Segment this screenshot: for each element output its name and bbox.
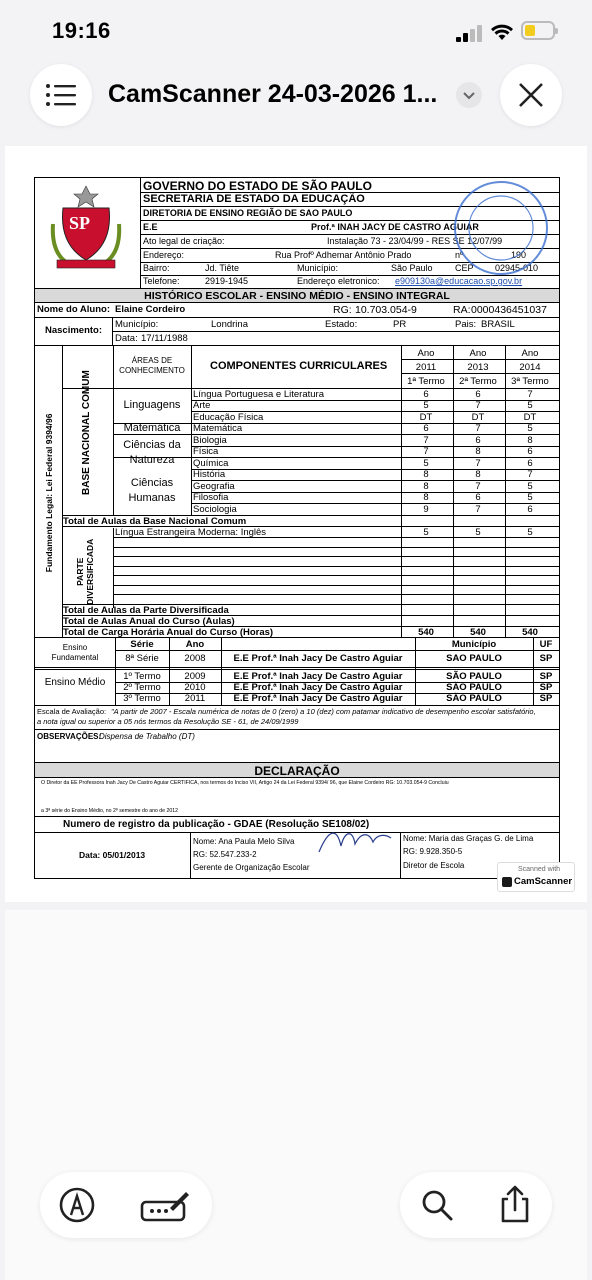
ano-header-1: Ano: [417, 348, 435, 359]
signature-icon: [315, 822, 395, 862]
signature-button[interactable]: [140, 1188, 190, 1224]
history-cell: SÃO PAULO: [446, 671, 502, 682]
subject-grade: DT: [523, 411, 537, 423]
sec-title: SECRETARIA DE ESTADO DA EDUCAÇÃO: [143, 193, 365, 205]
subject-grade: 5: [527, 492, 533, 503]
subject-name: Física: [193, 446, 219, 457]
escala-value: "A partir de 2007 - Escala numérica de notas de 0 (zero) a 10 (dez) com patamar indicativo de desempenho escolar satisfatório,: [111, 707, 536, 716]
gerente-nome: Nome: Ana Paula Melo Silva: [193, 837, 295, 846]
lem-grade-1: 5: [423, 527, 429, 538]
observacoes-label: OBSERVAÇÕES:: [37, 732, 102, 741]
ensino-medio-label: Ensino Médio: [44, 677, 106, 688]
wifi-icon: [490, 22, 514, 42]
data-label: Data:: [115, 333, 138, 344]
estado-value: PR: [393, 319, 407, 330]
pen-circle-icon: [58, 1186, 96, 1224]
telefone-label: Telefone:: [143, 276, 180, 286]
subject-grade: 7: [475, 480, 481, 492]
uf-header: UF: [539, 639, 553, 650]
declaracao-text-2: a 3ª série do Ensino Médio, no 2º semestre do ano de 2012: [41, 808, 179, 814]
subject-grade: 8: [423, 480, 429, 492]
history-cell: 2009: [184, 671, 206, 682]
data-value: 17/11/1988: [141, 333, 188, 344]
gov-title: GOVERNO DO ESTADO DE SÃO PAULO: [143, 179, 372, 193]
areas-header: ÁREAS DE CONHECIMENTO: [119, 356, 185, 375]
area-ciencias-humanas: Ciências Humanas: [128, 477, 176, 504]
subject-grade: 6: [423, 423, 429, 434]
school-stamp-icon: [451, 178, 551, 278]
cep-value: 02945-010: [495, 263, 539, 273]
lem-grade-2: 5: [475, 527, 481, 538]
endereco-value: Rua Profº Adhemar Antônio Prado: [275, 250, 412, 260]
base-nacional-comum-label: BASE NACIONAL COMUM: [81, 370, 92, 495]
list-icon: [45, 83, 77, 107]
menu-button[interactable]: [30, 64, 92, 126]
history-cell: 2011: [184, 693, 206, 704]
subject-name: Língua Portuguesa e Literatura: [193, 388, 324, 400]
subject-grade: 5: [527, 423, 533, 434]
escala-value-2: a nota igual ou superior a 05 nós termos da Resolução SE - 61, de 24/09/1999: [37, 717, 299, 726]
subject-grade: 5: [423, 400, 429, 411]
subject-grade: 6: [527, 503, 533, 515]
close-button[interactable]: [500, 64, 562, 126]
total-bnc-label: Total de Aulas da Base Nacional Comum: [63, 516, 247, 527]
search-button[interactable]: [420, 1188, 454, 1222]
camscanner-logo-icon: [502, 877, 512, 887]
subject-grade: 7: [475, 400, 481, 411]
subject-grade: 8: [423, 492, 429, 503]
clock: 19:16: [52, 18, 111, 43]
area-ciencias-natureza: Ciências da Natureza: [123, 439, 181, 466]
municipio-label: Município:: [297, 263, 339, 273]
lem-label: Língua Estrangeira Moderna: Inglês: [115, 527, 267, 538]
parte-diversificada-label: PARTE DIVERSIFICADA: [75, 538, 95, 605]
bairro-value: Jd. Tiête: [205, 263, 240, 273]
history-cell: E.E Prof.ª Inah Jacy De Castro Aguiar: [233, 671, 403, 682]
history-cell: SÃO PAULO: [446, 693, 502, 704]
gerente-cargo: Gerente de Organização Escolar: [193, 863, 310, 872]
subject-grade: 7: [475, 457, 481, 469]
municipio-value: São Paulo: [391, 263, 433, 273]
ch-2: 540: [470, 627, 486, 638]
gerente-rg: RG: 52.547.233-2: [193, 850, 257, 859]
estado-label: Estado:: [325, 319, 358, 330]
subject-name: Biologia: [193, 434, 227, 446]
subject-grade: DT: [419, 411, 433, 423]
area-matematica: Matemática: [123, 422, 181, 434]
search-icon: [420, 1188, 454, 1222]
subject-grade: 7: [527, 388, 533, 400]
pais-value: BRASIL: [481, 319, 515, 330]
history-cell: 2º Termo: [123, 682, 161, 693]
aluno-value: Elaine Cordeiro: [115, 304, 186, 315]
cep-label: CEP: [455, 263, 474, 273]
camscanner-label: CamScanner: [514, 876, 573, 887]
municipio-header: Município: [451, 639, 497, 650]
ensino-fundamental-label: Ensino Fundamental: [51, 643, 99, 663]
ch-3: 540: [522, 627, 538, 638]
logo-text: SP: [69, 213, 91, 233]
subject-grade: 7: [423, 434, 429, 446]
ano-header-3: Ano: [521, 348, 539, 359]
subject-name: Arte: [193, 400, 211, 411]
subject-grade: 6: [527, 446, 533, 457]
diretor-cargo: Diretor de Escola: [403, 861, 465, 870]
diretor-rg: RG: 9.928.350-5: [403, 847, 463, 856]
ano-2011: 2011: [415, 362, 437, 373]
email-value[interactable]: e909130a@educacao.sp.gov.br: [395, 276, 523, 286]
componentes-header: COMPONENTES CURRICULARES: [210, 360, 388, 372]
total-ch-label: Total de Carga Horária Anual do Curso (Horas): [63, 627, 274, 638]
fundamento-legal-label: Fundamento Legal: Lei Federal 9394/96: [43, 413, 54, 573]
dir-title: DIRETORIA DE ENSINO REGIÃO DE SAO PAULO: [143, 208, 353, 218]
subject-grade: 8: [475, 446, 481, 457]
subject-grade: 6: [423, 388, 429, 400]
ano-header-2: Ano: [469, 348, 487, 359]
ano-2014: 2014: [519, 362, 541, 373]
subject-grade: 9: [423, 503, 429, 515]
subject-name: Filosofia: [193, 492, 229, 503]
status-bar: [0, 0, 592, 60]
document-title[interactable]: CamScanner 24-03-2026 1...: [108, 80, 438, 108]
escala-label: Escala de Avaliação:: [37, 707, 107, 716]
area-linguagens: Linguagens: [123, 399, 181, 411]
ra-value: 0000436451037: [471, 304, 547, 316]
termo-3: 3ª Termo: [511, 376, 549, 387]
history-cell: E.E Prof.ª Inah Jacy De Castro Aguiar: [233, 682, 403, 693]
history-cell: 2010: [184, 682, 206, 693]
subject-grade: 6: [475, 492, 481, 503]
school-name: Prof.ª INAH JACY DE CASTRO AGUIAR: [311, 222, 479, 232]
history-cell: 1º Termo: [123, 671, 161, 682]
declaracao-text: O Diretor da EE Professora Inah Jacy De Castro Aguiar CERTIFICA, nos termos do Inciso VII, Artigo 24 da Lei Federal 9394/ 96, que Elaine Cordeiro RG: 10.703.054-9 Concluiu: [41, 780, 449, 786]
pais-label: Pais:: [455, 319, 477, 330]
camscanner-badge: [497, 862, 575, 892]
ch-1: 540: [418, 627, 434, 638]
ano-header: Ano: [185, 639, 205, 650]
subject-name: Educação Física: [193, 411, 264, 423]
nascimento-label: Nascimento:: [45, 325, 103, 336]
history-cell: SP: [539, 671, 553, 682]
ato-value: Instalação 73 - 23/04/99 - RES SE 12/07/99: [327, 236, 503, 246]
close-icon: [518, 82, 544, 108]
numero-value: 190: [511, 250, 527, 260]
subject-grade: 5: [423, 457, 429, 469]
subject-name: História: [193, 469, 226, 480]
signal-icon: [456, 24, 486, 42]
subject-name: Química: [193, 457, 229, 469]
school-transcript: [34, 177, 573, 887]
data-final: Data: 05/01/2013: [79, 850, 146, 860]
total-anual-label: Total de Aulas Anual do Curso (Aulas): [63, 616, 235, 627]
subject-grade: 8: [423, 469, 429, 480]
annotate-button[interactable]: [58, 1186, 96, 1224]
total-pd-label: Total de Aulas da Parte Diversificada: [63, 605, 229, 616]
subject-name: Geografia: [193, 480, 235, 492]
email-label: Endereço eletronico:: [297, 276, 380, 286]
numero-label: nº: [455, 250, 464, 260]
subject-name: Sociologia: [193, 503, 237, 515]
share-icon: [498, 1184, 532, 1224]
ra-label: RA:: [453, 304, 471, 316]
diretor-nome: Nome: Maria das Graças G. de Lima: [403, 834, 534, 843]
history-cell: SP: [539, 653, 553, 664]
signature-pen-icon: [140, 1188, 190, 1224]
subject-grade: 6: [475, 434, 481, 446]
nasc-municipio-value: Londrina: [211, 319, 248, 330]
history-cell: SAO PAULO: [446, 653, 502, 664]
scanned-with-label: Scanned with: [518, 866, 561, 873]
history-cell: 2008: [184, 653, 206, 664]
history-cell: SÃO PAULO: [446, 682, 502, 693]
subject-grade: DT: [471, 411, 485, 423]
history-cell: 3º Termo: [123, 693, 161, 704]
telefone-value: 2919-1945: [205, 276, 249, 286]
subject-grade: 8: [527, 434, 533, 446]
ano-2013: 2013: [467, 362, 489, 373]
subject-grade: 6: [475, 388, 481, 400]
subject-name: Matemática: [193, 423, 243, 434]
lem-grade-3: 5: [527, 527, 533, 538]
subject-grade: 6: [527, 457, 533, 469]
observacoes-value: Dispensa de Trabalho (DT): [99, 732, 195, 741]
chevron-down-icon: [462, 91, 476, 100]
declaracao-title: DECLARAÇÃO: [254, 764, 340, 778]
subject-grade: 7: [475, 503, 481, 515]
aluno-label: Nome do Aluno:: [37, 304, 110, 315]
subject-grade: 5: [527, 480, 533, 492]
history-cell: SP: [539, 682, 553, 693]
ee-label: E.E: [143, 222, 158, 232]
share-button[interactable]: [498, 1184, 532, 1224]
termo-2: 2ª Termo: [459, 376, 497, 387]
registro-label: Numero de registro da publicação - GDAE (Resolução SE108/02): [63, 819, 370, 830]
rg-value: 10.703.054-9: [355, 304, 417, 316]
historico-title: HISTÓRICO ESCOLAR - ENSINO MÉDIO - ENSINO INTEGRAL: [144, 290, 450, 302]
nasc-municipio-label: Município:: [115, 319, 159, 330]
subject-grade: 5: [527, 400, 533, 411]
ato-label: Ato legal de criação:: [143, 236, 225, 246]
battery-icon: [521, 21, 555, 40]
subject-grade: 7: [475, 423, 481, 434]
history-cell: SP: [539, 693, 553, 704]
termo-1: 1ª Termo: [407, 376, 445, 387]
endereco-label: Endereço:: [143, 250, 185, 260]
history-cell: 8ª Série: [125, 653, 159, 664]
subject-grade: 8: [475, 469, 481, 480]
history-cell: E.E Prof.ª Inah Jacy De Castro Aguiar: [233, 693, 403, 704]
bairro-label: Bairro:: [143, 263, 170, 273]
title-dropdown-button[interactable]: [456, 82, 482, 108]
subject-grade: 7: [423, 446, 429, 457]
serie-header: Série: [130, 639, 154, 650]
subject-grade: 7: [527, 469, 533, 480]
history-cell: E.E Prof.ª Inah Jacy De Castro Aguiar: [233, 653, 403, 664]
rg-label: RG:: [333, 304, 352, 316]
